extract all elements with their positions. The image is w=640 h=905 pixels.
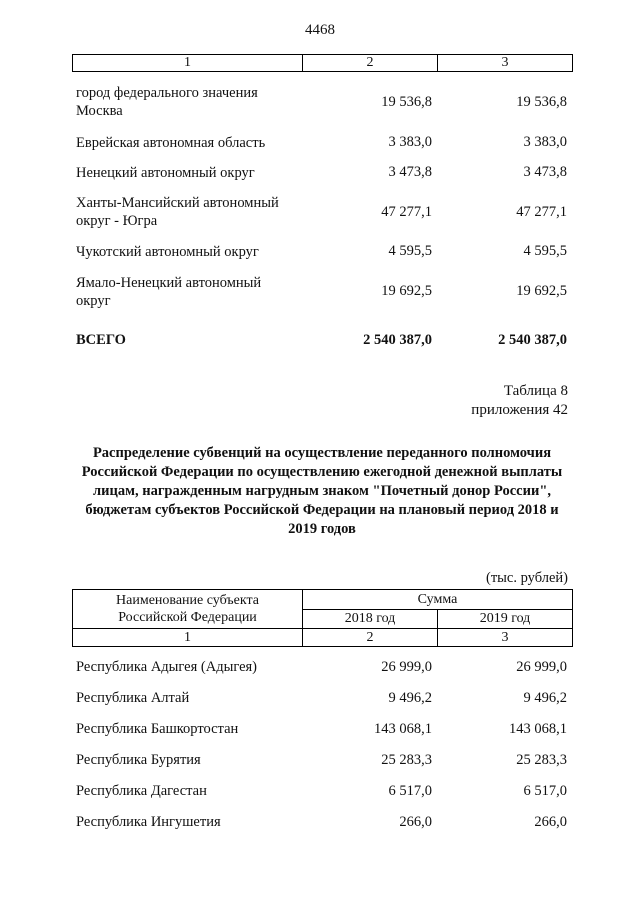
column-number-1: 1 <box>73 629 303 647</box>
table-number: Таблица 8 <box>503 383 568 399</box>
value-2018: 26 999,0 <box>381 659 432 675</box>
value-2019: 266,0 <box>534 814 567 830</box>
value-2018: 25 283,3 <box>381 752 432 768</box>
value-2018: 143 068,1 <box>374 721 432 737</box>
value-2019: 26 999,0 <box>516 659 567 675</box>
value-2019: 9 496,2 <box>523 690 567 706</box>
value-2019: 25 283,3 <box>516 752 567 768</box>
region-name: город федерального значения Москва <box>76 85 258 119</box>
value-2018: 266,0 <box>399 814 432 830</box>
header-name-column: Наименование субъекта Российской Федерации <box>73 590 303 629</box>
value-2018: 4 595,5 <box>388 243 432 259</box>
column-number-2: 2 <box>303 55 438 72</box>
column-number-2: 2 <box>303 629 438 647</box>
header-year-2018: 2018 год <box>303 609 438 629</box>
value-2018: 47 277,1 <box>381 204 432 220</box>
value-2019: 4 595,5 <box>523 243 567 259</box>
value-2018: 9 496,2 <box>388 690 432 706</box>
total-2019: 2 540 387,0 <box>498 332 567 348</box>
units-label: (тыс. рублей) <box>486 570 568 586</box>
region-name: Республика Дагестан <box>76 783 207 799</box>
region-name: Республика Алтай <box>76 690 190 706</box>
region-name: Еврейская автономная область <box>76 135 266 151</box>
value-2018: 3 383,0 <box>388 134 432 150</box>
column-number-3: 3 <box>438 629 573 647</box>
value-2019: 3 473,8 <box>523 164 567 180</box>
region-name: Республика Адыгея (Адыгея) <box>76 659 258 675</box>
value-2019: 143 068,1 <box>509 721 567 737</box>
table-caption <box>471 382 568 420</box>
page-number: 4468 <box>305 22 335 38</box>
value-2018: 19 692,5 <box>381 283 432 299</box>
value-2018: 19 536,8 <box>381 94 432 110</box>
value-2019: 47 277,1 <box>516 204 567 220</box>
value-2019: 19 692,5 <box>516 283 567 299</box>
table-title: Распределение субвенций на осуществление переданного полномочия Российской Федерации по осуществлению ежегодной денежной выплаты лицам, награжденным нагрудным знаком "Почетный донор России", бюджетам субъектов Российской Федерации на плановый период 2018 и 2019 годов <box>81 445 563 537</box>
region-name: Чукотский автономный округ <box>76 244 259 260</box>
region-name: Республика Башкортостан <box>76 721 239 737</box>
total-label: ВСЕГО <box>76 332 126 348</box>
value-2018: 6 517,0 <box>388 783 432 799</box>
column-number-1: 1 <box>73 55 303 72</box>
region-name: Ямало-Ненецкий автономный округ <box>76 275 262 309</box>
table8-header <box>72 589 573 647</box>
column-number-header <box>72 54 573 72</box>
region-name: Республика Бурятия <box>76 752 201 768</box>
header-sum-column: Сумма <box>303 590 573 610</box>
appendix-ref: приложения 42 <box>471 402 568 418</box>
value-2019: 3 383,0 <box>523 134 567 150</box>
value-2018: 3 473,8 <box>388 164 432 180</box>
column-number-3: 3 <box>438 55 573 72</box>
region-name: Ненецкий автономный округ <box>76 165 255 181</box>
region-name: Республика Ингушетия <box>76 814 221 830</box>
header-year-2019: 2019 год <box>438 609 573 629</box>
value-2019: 19 536,8 <box>516 94 567 110</box>
value-2019: 6 517,0 <box>523 783 567 799</box>
total-2018: 2 540 387,0 <box>363 332 432 348</box>
region-name: Ханты-Мансийский автономный округ - Югра <box>76 195 279 229</box>
